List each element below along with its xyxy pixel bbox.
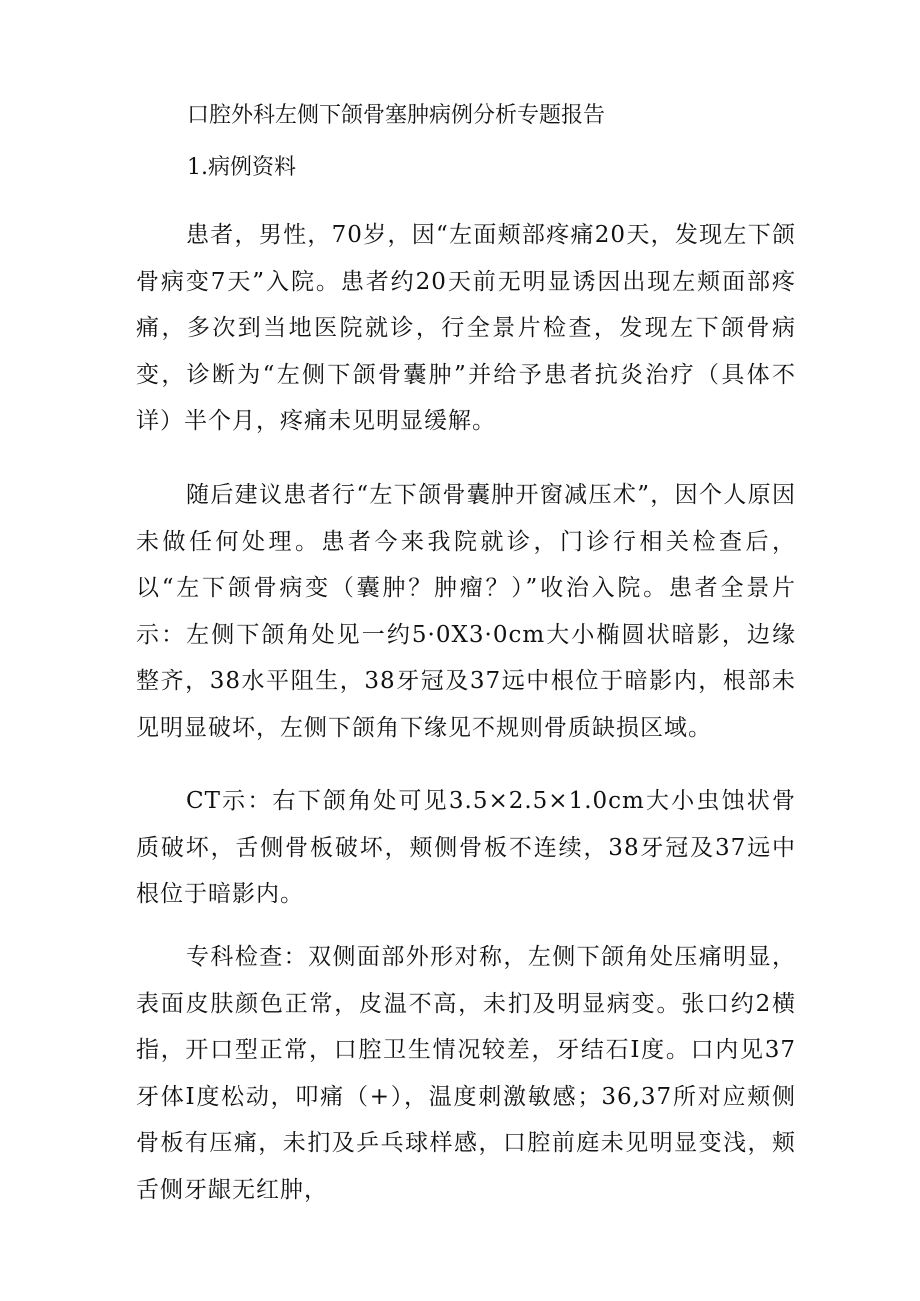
paragraph-patient-history: 患者，男性，70岁，因“左面颊部疼痛20天，发现左下颌骨病变7天”入院。患者约20天前无明显诱因出现左颊面部疼痛，多次到当地医院就诊，行全景片检查，发现左下颌骨病变，诊断为“左侧下颌骨囊肿”并给予患者抗炎治疗（具体不详）半个月，疼痛未见明显缓解。	[136, 222, 796, 434]
paragraph-admission-imaging: 随后建议患者行“左下颌骨囊肿开窗减压术”，因个人原因未做任何处理。患者今来我院就诊，门诊行相关检查后，以“左下颌骨病变（囊肿？肿瘤？）”收治入院。患者全景片示：左侧下颌角处见一约5·0X3·0cm大小椭圆状暗影，边缘整齐，38水平阻生，38牙冠及37远中根位于暗影内，根部未见明显破坏，左侧下颌角下缘见不规则骨质缺损区域。	[136, 482, 796, 741]
document-title: 口腔外科左侧下颌骨塞肿病例分析专题报告	[187, 103, 606, 128]
paragraph-specialist-exam: 专科检查：双侧面部外形对称，左侧下颌角处压痛明显，表面皮肤颜色正常，皮温不高，未扪及明显病变。张口约2横指，开口型正常，口腔卫生情况较差，牙结石I度。口内见37牙体I度松动，叩痛（+），温度刺激敏感；36,37所对应颊侧骨板有压痛，未扪及乒乓球样感，口腔前庭未见明显变浅，颊舌侧牙龈无红肿，	[136, 944, 796, 1203]
paragraph-ct-findings: CT示：右下颌角处可见3.5×2.5×1.0cm大小虫蚀状骨质破坏，舌侧骨板破坏，颊侧骨板不连续，38牙冠及37远中根位于暗影内。	[136, 788, 796, 907]
section-heading: 1.病例资料	[187, 155, 296, 180]
